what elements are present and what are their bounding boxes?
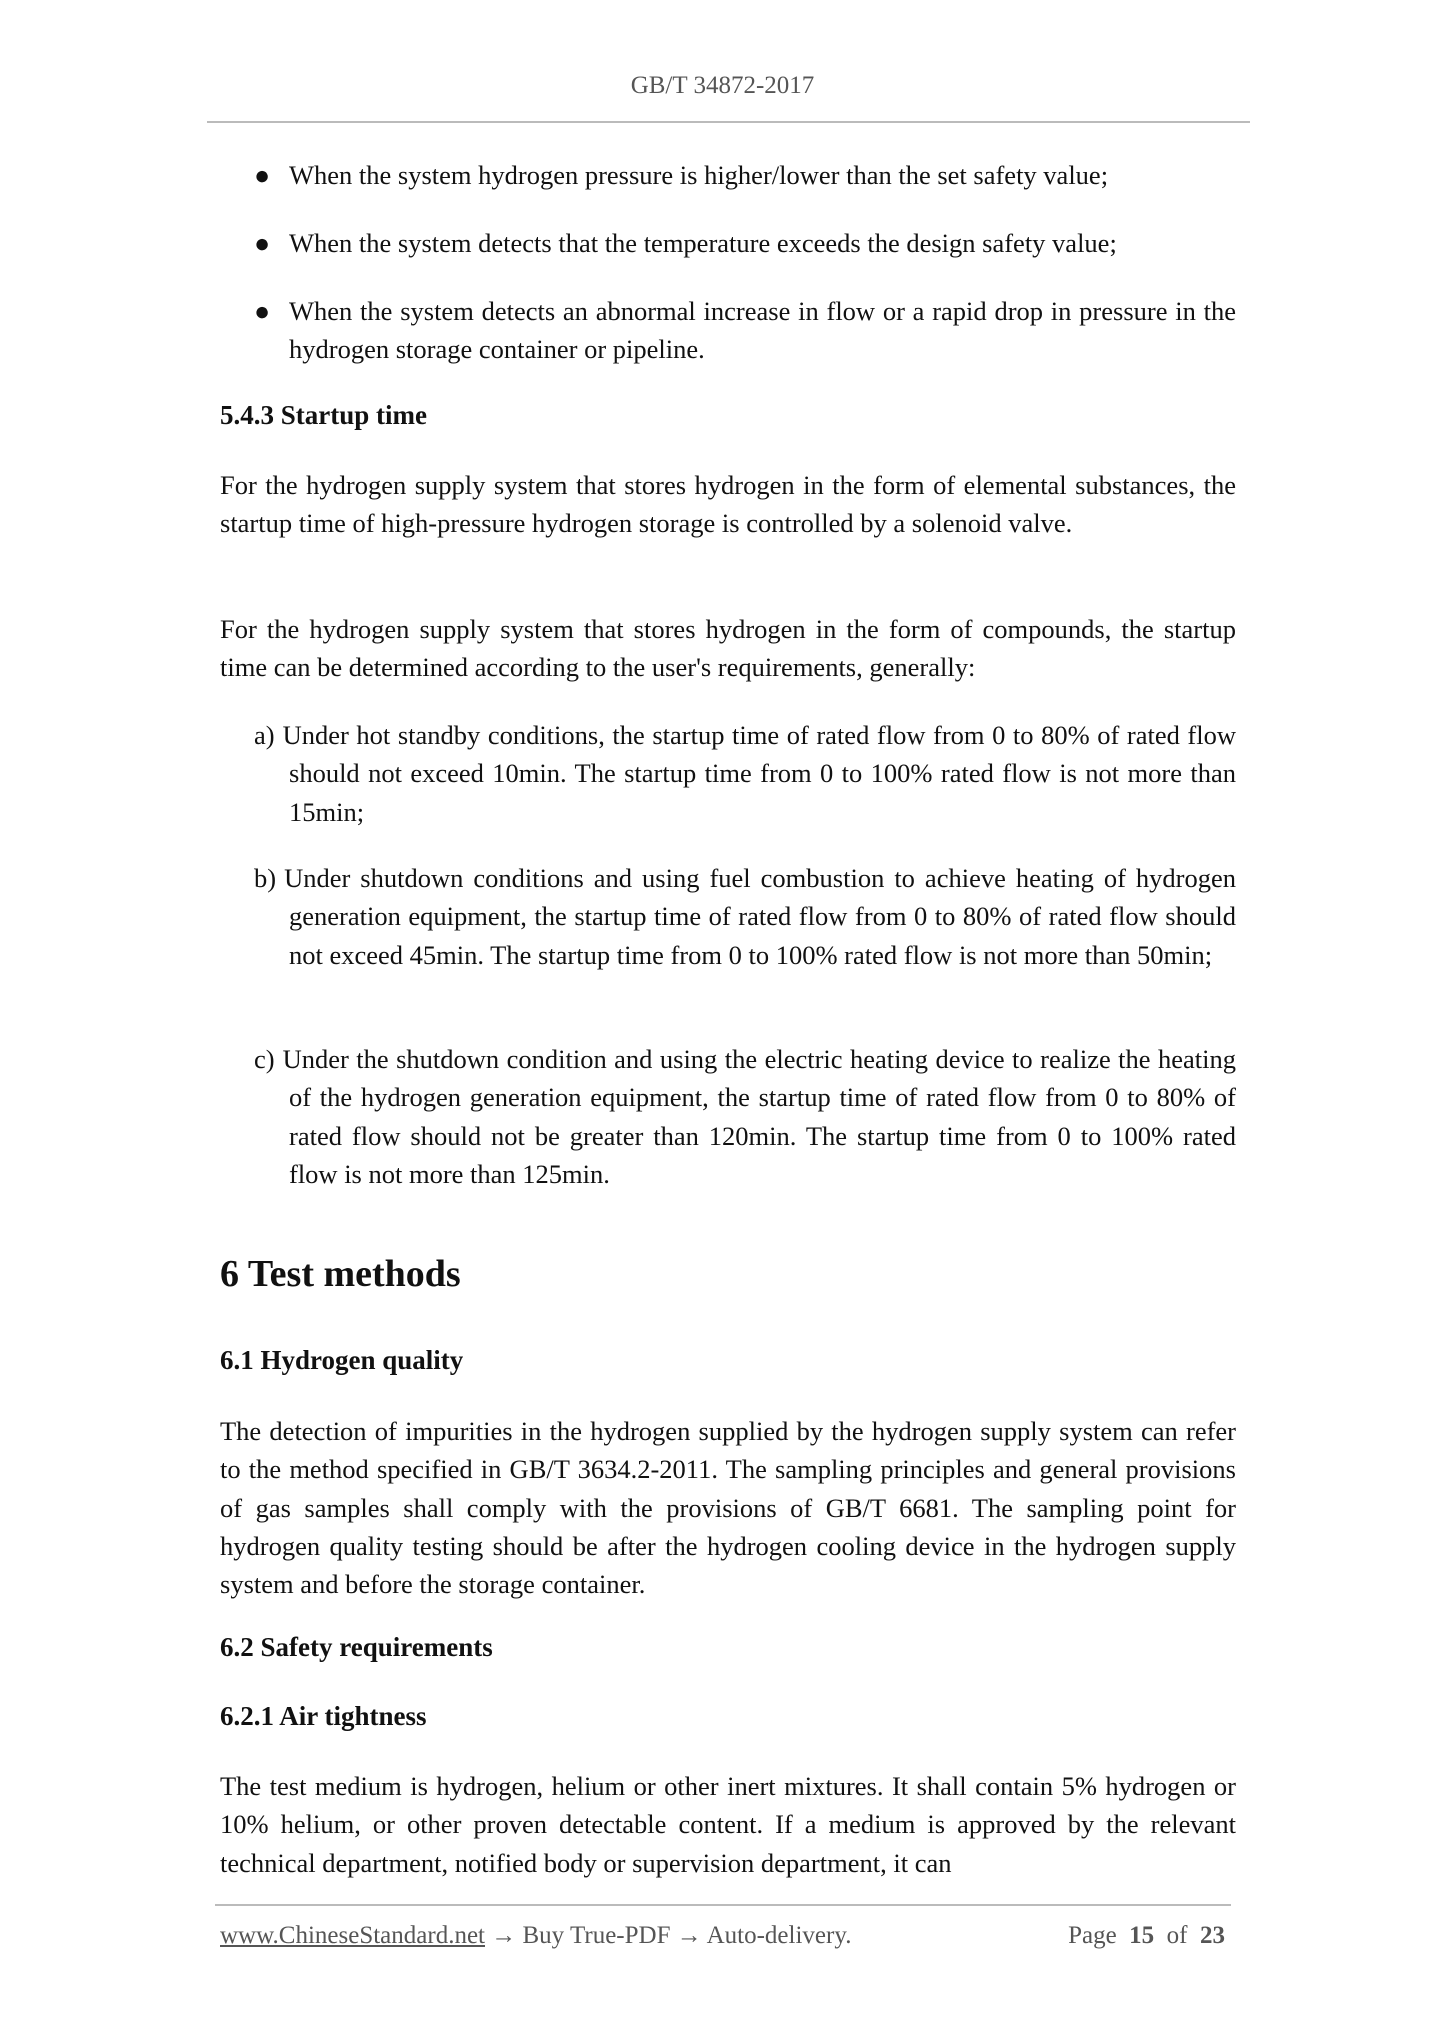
bullet-text: When the system hydrogen pressure is higher/lower than the set safety value; <box>289 160 1109 190</box>
list-item-a <box>254 716 1236 831</box>
page-label: Page <box>1068 1922 1117 1949</box>
section-heading-6-2-1: 6.2.1 Air tightness <box>220 1701 427 1731</box>
bullet-icon: ● <box>254 296 271 326</box>
total-pages: 23 <box>1200 1922 1225 1949</box>
paragraph: For the hydrogen supply system that stores hydrogen in the form of elemental substances, the startup time of high-pressure hydrogen storage is controlled by a solenoid valve. <box>220 470 1236 539</box>
list-text: Under shutdown conditions and using fuel combustion to achieve heating of hydrogen generation equipment, the startup time of rated flow from 0 to 80% of rated flow should not exceed 45min. The startup time from 0 to 100% rated flow is not more than 50min; <box>284 863 1236 970</box>
document-header: GB/T 34872-2017 <box>630 72 815 99</box>
paragraph: The detection of impurities in the hydrogen supplied by the hydrogen supply system can refer to the method specified in GB/T 3634.2-2011. The sampling principles and general provisions of gas samples shall comply with the provisions of GB/T 6681. The sampling point for hydrogen quality testing should be after the hydrogen cooling device in the hydrogen supply system and before the storage container. <box>220 1416 1236 1600</box>
footer-rule <box>215 1904 1231 1906</box>
paragraph: For the hydrogen supply system that stores hydrogen in the form of compounds, the startup time can be determined according to the user's requirements, generally: <box>220 614 1236 683</box>
section-heading-6-2: 6.2 Safety requirements <box>220 1632 493 1662</box>
delivery-text: Auto-delivery. <box>706 1922 852 1949</box>
header-rule <box>207 121 1250 123</box>
current-page: 15 <box>1129 1922 1155 1949</box>
page-number <box>1068 1922 1225 1950</box>
bullet-text: When the system detects an abnormal increase in flow or a rapid drop in pressure in the hydrogen storage container or pipeline. <box>289 296 1236 365</box>
section-heading-6-1: 6.1 Hydrogen quality <box>220 1345 464 1375</box>
buy-text: Buy True-PDF <box>522 1922 671 1949</box>
list-text: Under the shutdown condition and using the electric heating device to realize the heating of the hydrogen generation equipment, the startup time of rated flow from 0 to 80% of rated flow should not be greater than 120min. The startup time from 0 to 100% rated flow is not more than 125min. <box>282 1044 1236 1189</box>
bullet-icon: ● <box>254 160 271 190</box>
section-heading-5-4-3: 5.4.3 Startup time <box>220 400 427 430</box>
paragraph: The test medium is hydrogen, helium or other inert mixtures. It shall contain 5% hydrogen or 10% helium, or other proven detectable content. If a medium is approved by the relevant technical department, notified body or supervision department, it can <box>220 1771 1236 1878</box>
bullet-item <box>254 292 1236 369</box>
chapter-heading-6: 6 Test methods <box>220 1253 461 1295</box>
list-item-c <box>254 1040 1236 1193</box>
of-label: of <box>1166 1922 1188 1949</box>
website-link[interactable]: www.ChineseStandard.net <box>220 1922 485 1949</box>
list-text: Under hot standby conditions, the startup time of rated flow from 0 to 80% of rated flow should not exceed 10min. The startup time from 0 to 100% rated flow is not more than 15min; <box>282 720 1236 827</box>
list-label: b) <box>254 863 277 893</box>
arrow-icon: → <box>676 1922 702 1949</box>
list-label: c) <box>254 1044 275 1074</box>
arrow-icon: → <box>491 1922 517 1949</box>
bullet-icon: ● <box>254 228 271 258</box>
bullet-item <box>254 224 1236 262</box>
list-item-b <box>254 859 1236 974</box>
list-label: a) <box>254 720 275 750</box>
bullet-text: When the system detects that the temperature exceeds the design safety value; <box>289 228 1117 258</box>
bullet-item <box>254 156 1236 194</box>
footer-left <box>220 1922 851 1950</box>
